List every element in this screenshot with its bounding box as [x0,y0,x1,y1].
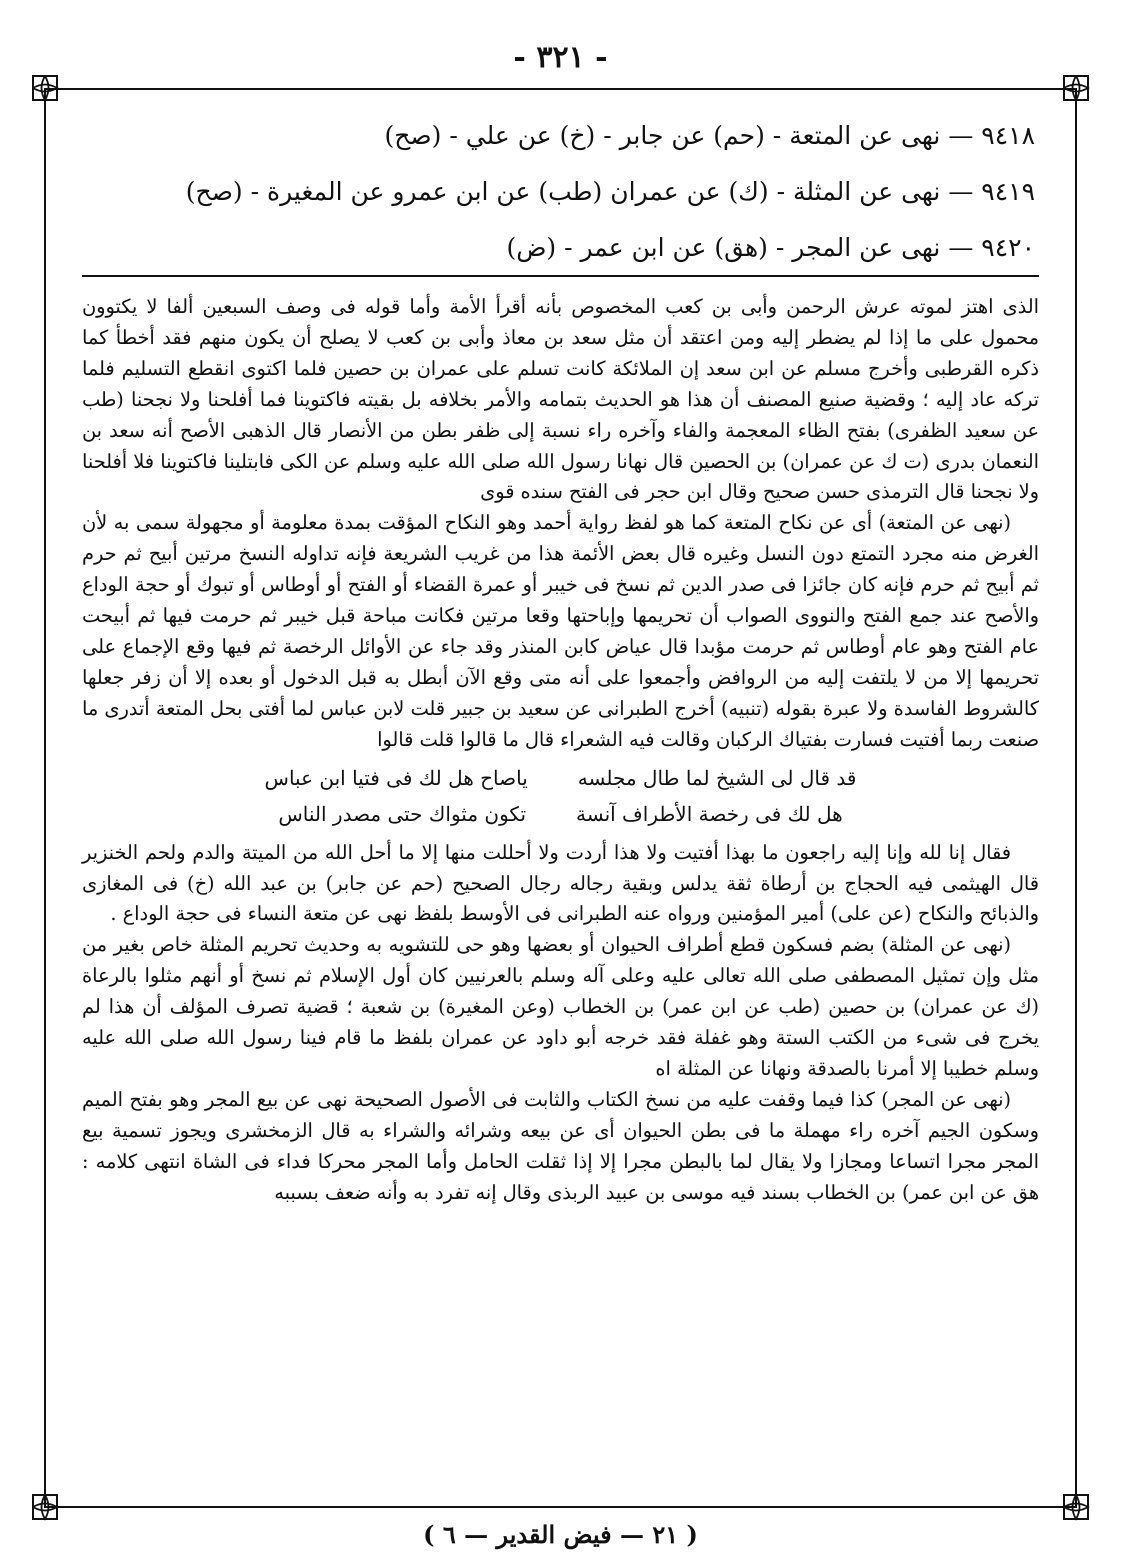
section-separator [82,275,1039,277]
frame-left-rule [44,88,46,1508]
poem-hemistich: تكون مثواك حتى مصدر الناس [278,801,527,826]
poem-verse [82,796,1039,832]
corner-ornament-icon [1061,73,1091,103]
commentary-paragraph: (نهى عن المتعة) أى عن نكاح المتعة كما هو لفظ رواية أحمد وهو النكاح المؤقت بمدة معلومة أو مجهولة سمى به لأن الغرض منه مجرد التمتع دون النسل وغيره قال بعض الأئمة هذا من غريب الشريعة فإنه تداوله النسخ مرتين أبيح ثم حرم ثم أبيح ثم حرم فإنه كان جائزا فى صدر الدين ثم نسخ فى خيبر أو عمرة القضاء أو الفتح أو أوطاس أو تبوك أو حجة الوداع والأصح عند جمع الفتح والنووى الصواب أن تحريمها وإباحتها وقعا مرتين فكانت مباحة قبل خيبر ثم حرمت فيها ثم أبيحت عام الفتح وهو عام أوطاس ثم حرمت مؤبدا قال عياض كابن المنذر وقد جاء عن الأوائل الرخصة ثم فيها وقع الإجماع على تحريمها إلا من لا يلتفت إليه من الروافض وأجمعوا على أنه متى وقع الآن أبطل به قبل الدخول أو بعده إلا أن زفر جعلها كالشروط الفاسدة ولا عبرة بقوله (تنبيه) أخرج الطبرانى عن سعيد بن جبير قلت لابن عباس لما أفتى بحل المتعة أتدرى ما صنعت ربما أفتيت فسارت بفتياك الركبان وقالت فيه الشعراء قال ما قالوا قلت قالوا [82,511,1039,751]
hadith-entry: ٩٤٢٠ — نهى عن المجر - (هق) عن ابن عمر - (ض) [506,233,1035,262]
corner-ornament-icon [30,1492,60,1522]
commentary [82,292,1039,1208]
poem-hemistich: ياصاح هل لك فى فتيا ابن عباس [264,765,528,790]
frame-bottom-rule [44,1506,1077,1508]
hadith-entry: ٩٤١٩ — نهى عن المثلة - (ك) عن عمران (طب) عن ابن عمرو عن المغيرة - (صح) [185,177,1035,206]
hadith-entry: ٩٤١٨ — نهى عن المتعة - (حم) عن جابر - (خ) عن علي - (صح) [384,121,1035,150]
corner-ornament-icon [1061,1492,1091,1522]
poem-hemistich: هل لك فى رخصة الأطراف آنسة [576,801,843,826]
frame-top-rule [44,88,1077,90]
hadith-list [90,108,1035,276]
commentary-paragraph: فقال إنا لله وإنا إليه راجعون ما بهذا أفتيت ولا هذا أردت ولا أحللت منها إلا ما أحل الله من الميتة والدم ولحم الخنزير قال الهيثمى فيه الحجاج بن أرطاة ثقة يدلس وبقية رجاله رجال الصحيح (حم عن جابر) بن عبد الله (خ) فى المغازى والذبائح والنكاح (عن على) أمير المؤمنين ورواه عنه الطبرانى فى الأوسط بلفظ نهى عن متعة النساء فى حجة الوداع . [82,840,1039,926]
poem-verse [82,760,1039,796]
page-footer: ( ٢١ — فيض القدير — ٦ ) [423,1520,698,1549]
commentary-paragraph: الذى اهتز لموته عرش الرحمن وأبى بن كعب المخصوص بأنه أقرأ الأمة وأما قوله فى وصف السبعين ألفا لا يكتوون محمول على ما إذا لم يضطر إليه ومن اعتقد أن مثل سعد بن معاذ وأبى بن كعب لا يصلح أن يكون منهم فقد أخطأ كما ذكره القرطبى وأخرج مسلم عن ابن سعد إن الملائكة كانت تسلم على عمران بن حصين فلما اكتوى انقطع التسليم فلما تركه عاد إليه ؛ وقضية صنيع المصنف أن هذا هو الحديث بتمامه والأمر بخلافه بل بقيته فاكتوينا فما أفلحنا ولا نجحنا (طب عن سعيد الظفرى) بفتح الظاء المعجمة والفاء وآخره راء نسبة إلى ظفر بطن من الأنصار قال الذهبى الأصح أنه سعد بن النعمان بدرى (ت ك عن عمران) بن الحصين قال نهانا رسول الله صلى الله عليه وسلم عن الكى فابتلينا فاكتوينا فلا أفلحنا ولا نجحنا قال الترمذى حسن صحيح وقال ابن حجر فى الفتح سنده قوى [82,295,1039,504]
commentary-paragraph: (نهى عن المثلة) بضم فسكون قطع أطراف الحيوان أو بعضها وهو حى للتشويه به وحديث تحريم المثلة خاص بغير من مثل وإن تمثيل المصطفى صلى الله تعالى عليه وعلى آله وسلم بالعرنيين كان أول الإسلام ثم نسخ أو أنهم مثلوا بالرعاة (ك عن عمران) بن حصين (طب عن ابن عمر) بن الخطاب (وعن المغيرة) بن شعبة ؛ قضية تصرف المؤلف أن هذا لم يخرج فى شىء من الكتب الستة وهو غفلة فقد خرجه أبو داود عن عمران بلفظ ما قام فينا رسول الله صلى الله عليه وسلم خطيبا إلا أمرنا بالصدقة ونهانا عن المثلة اه [82,933,1039,1080]
corner-ornament-icon [30,73,60,103]
commentary-paragraph: (نهى عن المجر) كذا فيما وقفت عليه من نسخ الكتاب والثابت فى الأصول الصحيحة نهى عن بيع المجر وهو بفتح الميم وسكون الجيم آخره راء مهملة ما فى بطن الحيوان أى عن بيعه وشرائه والشراء به قال الزمخشرى ويجوز تسمية بيع المجر مجرا اتساعا ومجازا ولا يقال لما بالبطن مجرا إلا إذا ثقلت الحامل وأما المجر محركا فداء فى الشاة انتهى كلامه : هق عن ابن عمر) بن الخطاب بسند فيه موسى بن عبيد الربذى وقال إنه تفرد به وأنه ضعف بسببه [82,1087,1039,1204]
page-number: - ٣٢١ - [513,40,608,75]
poem-hemistich: قد قال لى الشيخ لما طال مجلسه [577,765,857,790]
poem [82,760,1039,832]
frame-right-rule [1075,88,1077,1508]
